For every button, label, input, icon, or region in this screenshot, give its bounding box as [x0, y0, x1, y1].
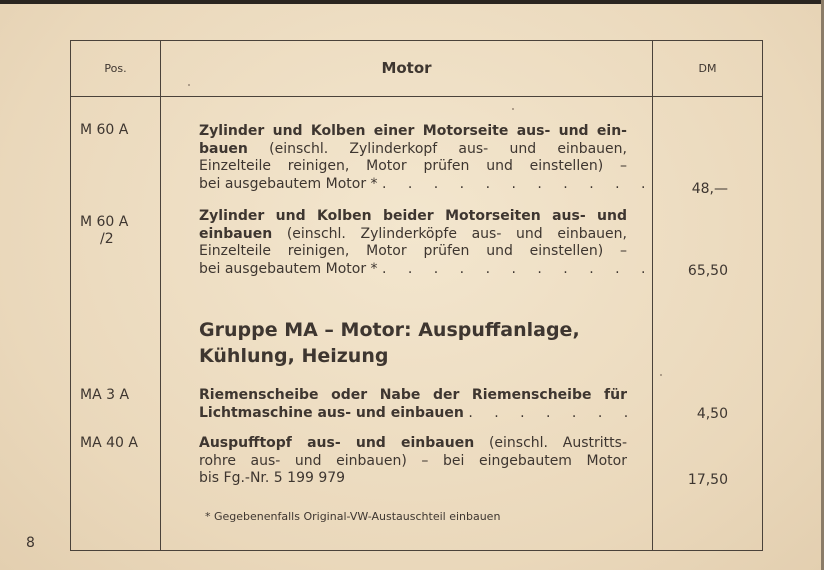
group-heading-line: Gruppe MA – Motor: Auspuffanlage, — [199, 319, 580, 341]
entry-title: Zylinder und Kolben beider Motorseiten aus- und — [199, 208, 627, 224]
entry-text: bis Fg.-Nr. 5 199 979 — [199, 470, 346, 487]
entry-pos-suffix: /2 — [100, 231, 114, 247]
column-divider-pos — [160, 40, 161, 551]
entry-pos: MA 40 A — [80, 435, 138, 451]
header-motor: Motor — [381, 59, 432, 77]
entry-description — [199, 208, 654, 279]
entry-pos: M 60 A — [80, 122, 129, 138]
paper-speck — [188, 84, 190, 86]
entry-price: 65,50 — [687, 263, 728, 279]
entry-title: Riemenscheibe oder Nabe der Riemenscheibe für — [199, 387, 627, 403]
group-heading — [199, 317, 639, 369]
entry-title: Zylinder und Kolben einer Motorseite aus- und ein- — [199, 123, 627, 139]
page-number: 8 — [26, 535, 35, 551]
entry-text: Einzelteile reinigen, Motor prüfen und einstellen) – — [199, 158, 627, 175]
entry-text: (einschl. Zylinderköpfe aus- und einbauen, — [272, 225, 627, 242]
header-pos: Pos. — [104, 61, 127, 75]
entry-text: Einzelteile reinigen, Motor prüfen und einstellen) – — [199, 243, 627, 260]
entry-text: (einschl. Austritts- — [474, 435, 627, 451]
entry-text: (einschl. Zylinderkopf aus- und einbauen, — [247, 140, 627, 157]
entry-price: 17,50 — [687, 472, 728, 488]
entry-title-cont: einbauen — [199, 225, 273, 242]
entry-title: Auspufftopf aus- und einbauen — [199, 435, 475, 451]
header-divider — [70, 96, 763, 97]
entry-price: 4,50 — [696, 406, 728, 422]
entry-pos: M 60 A — [80, 214, 129, 230]
entry-description — [199, 435, 627, 488]
entry-title-cont: bauen — [199, 140, 248, 157]
footnote: * Gegebenenfalls Original-VW-Austauschteil einbauen — [205, 510, 501, 523]
paper-speck — [512, 108, 514, 110]
entry-text: bei ausgebautem Motor * — [199, 261, 378, 278]
entry-description — [199, 387, 637, 422]
entry-price: 48,— — [691, 181, 728, 197]
paper-speck — [660, 374, 662, 376]
header-dm: DM — [698, 61, 717, 75]
scan-top-edge — [0, 0, 824, 4]
entry-text: bei ausgebautem Motor * — [199, 176, 378, 193]
entry-description — [199, 123, 654, 194]
entry-text: rohre aus- und einbauen) – bei eingebautem Motor — [199, 452, 627, 469]
entry-pos: MA 3 A — [80, 387, 130, 403]
entry-title-cont: Lichtmaschine aus- und einbauen — [199, 404, 464, 421]
leader-dots: . . . . . . . — [468, 404, 637, 421]
group-heading-line: Kühlung, Heizung — [199, 345, 389, 367]
leader-dots: . . . . . . . . . . . — [381, 176, 654, 193]
leader-dots: . . . . . . . . . . . — [381, 261, 654, 278]
column-divider-dm — [652, 40, 653, 551]
